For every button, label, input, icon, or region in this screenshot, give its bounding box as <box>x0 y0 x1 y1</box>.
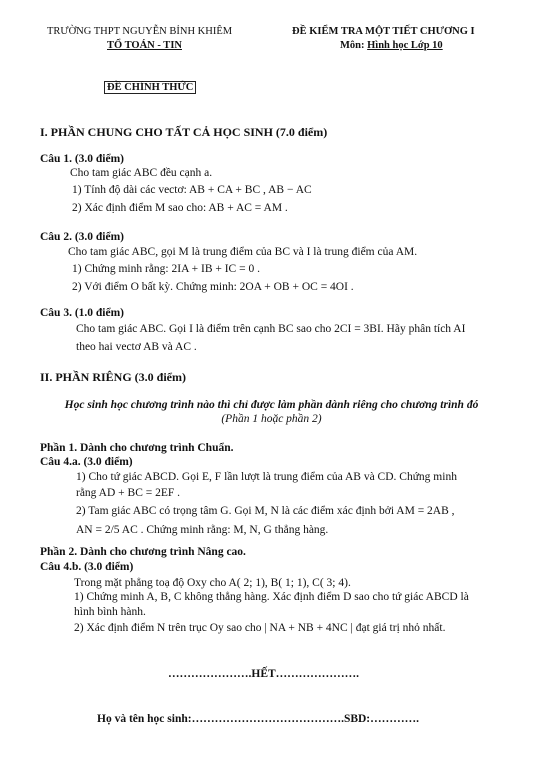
q2-item2: 2) Với điểm O bất kỳ. Chứng minh: 2OA + OB + OC = 4OI . <box>72 281 354 293</box>
q4b-line3: hình bình hành. <box>74 606 146 618</box>
q3-line2: theo hai vectơ AB và AC . <box>76 341 197 353</box>
q1-item1: 1) Tính độ dài các vectơ: AB + CA + BC , AB − AC <box>72 184 312 196</box>
part2-instruction-1: Học sinh học chương trình nào thì chỉ được làm phần dành riêng cho chương trình đó <box>64 399 479 411</box>
q1-item2: 2) Xác định điểm M sao cho: AB + AC = AM . <box>72 202 288 214</box>
q4b-line4: 2) Xác định điểm N trên trục Oy sao cho | NA + NB + 4NC | đạt giá trị nhỏ nhất. <box>74 622 446 634</box>
q1-intro: Cho tam giác ABC đều cạnh a. <box>70 167 213 179</box>
q4a-line1: 1) Cho tứ giác ABCD. Gọi E, F lần lượt là trung điểm của AB và CD. Chứng minh <box>76 471 457 483</box>
q4b-line1: Trong mặt phẳng toạ độ Oxy cho A( 2; 1), B( 1; 1), C( 3; 4). <box>74 577 351 589</box>
exam-title: ĐỀ KIỂM TRA MỘT TIẾT CHƯƠNG I <box>292 26 475 37</box>
q2-intro: Cho tam giác ABC, gọi M là trung điểm của BC và I là trung điểm của AM. <box>68 246 418 258</box>
part2-instruction-2: (Phần 1 hoặc phần 2) <box>221 413 322 425</box>
part2-section1-title: Phần 1. Dành cho chương trình Chuẩn. <box>40 442 234 454</box>
q4a-line4: AN = 2/5 AC . Chứng minh rằng: M, N, G thẳng hàng. <box>76 524 329 536</box>
school-name: TRƯỜNG THPT NGUYỄN BỈNH KHIÊM <box>47 26 233 37</box>
subject-line <box>340 40 443 51</box>
part2-heading: II. PHẦN RIÊNG (3.0 điểm) <box>40 370 186 384</box>
q2-item1: 1) Chứng minh rằng: 2IA + IB + IC = 0 . <box>72 263 260 275</box>
part1-heading: I. PHẦN CHUNG CHO TẤT CẢ HỌC SINH (7.0 điểm) <box>40 125 328 139</box>
q4b-title: Câu 4.b. (3.0 điểm) <box>40 561 134 573</box>
q4a-line2: rằng AD + BC = 2EF . <box>76 487 181 499</box>
end-marker: ………………….HẾT…………………. <box>168 668 360 680</box>
subject-label: Môn: <box>340 40 365 51</box>
department: TỔ TOÁN - TIN <box>107 40 182 51</box>
q3-title: Câu 3. (1.0 điểm) <box>40 307 125 319</box>
part2-section2-title: Phần 2. Dành cho chương trình Nâng cao. <box>40 546 246 558</box>
q4b-line2: 1) Chứng minh A, B, C không thẳng hàng. Xác định điểm D sao cho tứ giác ABCD là <box>74 591 469 603</box>
subject-value: Hình học Lớp 10 <box>367 40 443 51</box>
q4a-title: Câu 4.a. (3.0 điểm) <box>40 456 133 468</box>
student-info-line: Họ và tên học sinh:………………………………….SBD:…………. <box>97 713 420 725</box>
q1-title: Câu 1. (3.0 điểm) <box>40 153 125 165</box>
official-stamp: ĐỀ CHÍNH THỨC <box>104 81 196 94</box>
q2-title: Câu 2. (3.0 điểm) <box>40 231 125 243</box>
q3-line1: Cho tam giác ABC. Gọi I là điểm trên cạnh BC sao cho 2CI = 3BI. Hãy phân tích AI <box>76 323 466 335</box>
q4a-line3: 2) Tam giác ABC có trọng tâm G. Gọi M, N là các điểm xác định bởi AM = 2AB , <box>76 505 455 517</box>
